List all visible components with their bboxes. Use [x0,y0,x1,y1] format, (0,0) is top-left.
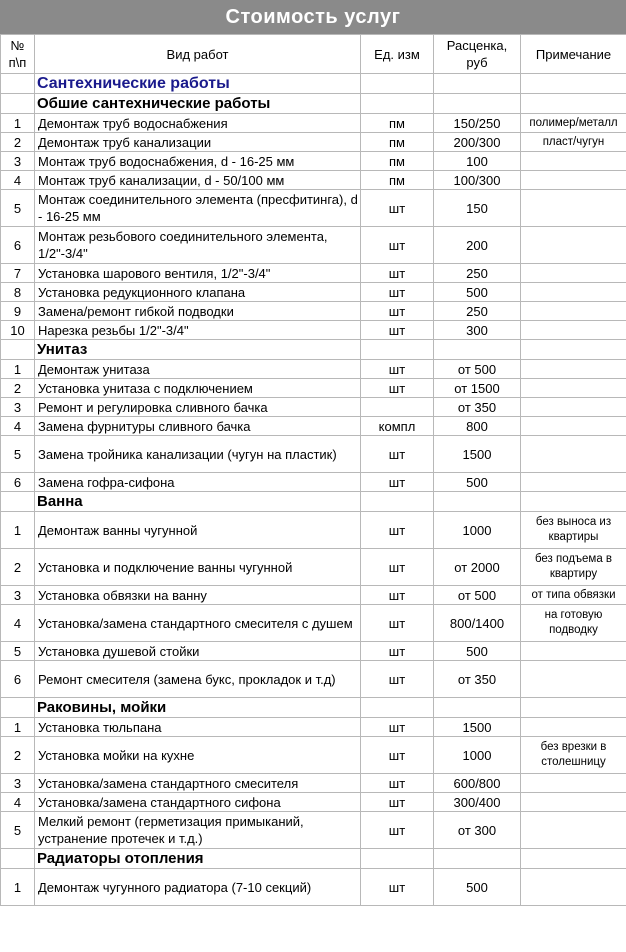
row-work: Установка/замена стандартного смесителя [35,774,361,793]
row-number: 4 [1,793,35,812]
row-number: 3 [1,586,35,605]
row-note [521,379,626,398]
table-row [1,586,626,605]
row-number: 4 [1,605,35,642]
row-price: 100/300 [434,171,521,190]
row-note: полимер/металл [521,114,626,133]
row-work: Ремонт смесителя (замена букс, прокладок и т.д) [35,661,361,698]
row-work: Установка шарового вентиля, 1/2"-3/4" [35,264,361,283]
section-title: Сантехнические работы [35,74,361,94]
row-unit: шт [361,549,434,586]
row-work: Монтаж труб канализации, d - 50/100 мм [35,171,361,190]
row-unit: шт [361,436,434,473]
row-unit: пм [361,133,434,152]
row-price: 200 [434,227,521,264]
row-note: без выноса из квартиры [521,512,626,549]
table-row [1,190,626,227]
row-price: 200/300 [434,133,521,152]
row-price: 250 [434,264,521,283]
row-number: 1 [1,114,35,133]
row-number: 1 [1,512,35,549]
row-unit [361,398,434,417]
table-row [1,379,626,398]
row-price: 100 [434,152,521,171]
row-number: 3 [1,774,35,793]
header-unit: Ед. изм [361,35,434,74]
row-note [521,417,626,436]
row-note: на готовую подводку [521,605,626,642]
row-price: 500 [434,473,521,492]
group-title: Раковины, мойки [35,698,361,718]
row-number: 4 [1,171,35,190]
row-work: Нарезка резьбы 1/2"-3/4" [35,321,361,340]
row-work: Монтаж труб водоснабжения, d - 16-25 мм [35,152,361,171]
row-unit: шт [361,512,434,549]
row-note: пласт/чугун [521,133,626,152]
row-work: Установка/замена стандартного смесителя с душем [35,605,361,642]
row-number: 1 [1,869,35,906]
row-number: 2 [1,549,35,586]
row-note: без подъема в квартиру [521,549,626,586]
row-price: 500 [434,283,521,302]
row-note: без врезки в столешницу [521,737,626,774]
page-title: Стоимость услуг [0,0,626,34]
table-row [1,605,626,642]
row-unit: пм [361,171,434,190]
row-number: 5 [1,642,35,661]
row-note: от типа обвязки [521,586,626,605]
table-row [1,171,626,190]
row-unit: шт [361,812,434,849]
row-number: 5 [1,436,35,473]
row-number: 6 [1,227,35,264]
group-title: Ванна [35,492,361,512]
row-price: от 350 [434,398,521,417]
row-work: Замена/ремонт гибкой подводки [35,302,361,321]
row-price: от 300 [434,812,521,849]
header-note: Примечание [521,35,626,74]
row-unit: шт [361,774,434,793]
header-price: Расценка, руб [434,35,521,74]
row-work: Установка мойки на кухне [35,737,361,774]
row-number: 10 [1,321,35,340]
group-row [1,698,626,718]
row-number: 3 [1,398,35,417]
table-row [1,152,626,171]
table-row [1,321,626,340]
row-price: 800 [434,417,521,436]
row-note [521,436,626,473]
row-work: Замена гофра-сифона [35,473,361,492]
row-work: Установка тюльпана [35,718,361,737]
row-price: от 2000 [434,549,521,586]
row-price: 600/800 [434,774,521,793]
row-price: 800/1400 [434,605,521,642]
row-note [521,718,626,737]
row-price: 150 [434,190,521,227]
row-unit: шт [361,302,434,321]
row-note [521,661,626,698]
row-unit: шт [361,264,434,283]
table-row [1,642,626,661]
table-row [1,436,626,473]
table-row [1,283,626,302]
table-row [1,302,626,321]
row-price: 1000 [434,512,521,549]
row-note [521,398,626,417]
table-row [1,512,626,549]
row-note [521,360,626,379]
row-number: 1 [1,360,35,379]
row-number: 5 [1,190,35,227]
row-number: 8 [1,283,35,302]
row-unit: шт [361,605,434,642]
row-number: 7 [1,264,35,283]
row-note [521,321,626,340]
table-row [1,133,626,152]
row-number: 5 [1,812,35,849]
table-row [1,869,626,906]
table-row [1,661,626,698]
row-work: Установка унитаза с подключением [35,379,361,398]
row-work: Установка душевой стойки [35,642,361,661]
row-price: 1000 [434,737,521,774]
row-work: Демонтаж чугунного радиатора (7-10 секций) [35,869,361,906]
row-work: Ремонт и регулировка сливного бачка [35,398,361,417]
group-row [1,94,626,114]
row-number: 2 [1,737,35,774]
row-work: Замена фурнитуры сливного бачка [35,417,361,436]
group-title: Унитаз [35,340,361,360]
row-work: Замена тройника канализации (чугун на пластик) [35,436,361,473]
row-number: 9 [1,302,35,321]
row-work: Демонтаж унитаза [35,360,361,379]
row-unit: шт [361,379,434,398]
group-row [1,492,626,512]
row-number: 6 [1,473,35,492]
header-work: Вид работ [35,35,361,74]
table-row [1,737,626,774]
row-note [521,869,626,906]
row-price: от 500 [434,360,521,379]
row-note [521,642,626,661]
table-row [1,114,626,133]
row-unit: шт [361,321,434,340]
row-unit: шт [361,869,434,906]
row-work: Монтаж соединительного элемента (пресфитинга), d - 16-25 мм [35,190,361,227]
row-note [521,227,626,264]
row-note [521,152,626,171]
row-unit: шт [361,793,434,812]
row-number: 4 [1,417,35,436]
row-work: Установка редукционного клапана [35,283,361,302]
row-note [521,302,626,321]
row-unit: шт [361,718,434,737]
row-price: 300/400 [434,793,521,812]
row-work: Установка и подключение ванны чугунной [35,549,361,586]
row-price: 300 [434,321,521,340]
row-price: 150/250 [434,114,521,133]
row-note [521,171,626,190]
row-unit: шт [361,227,434,264]
row-note [521,793,626,812]
table-row [1,718,626,737]
row-unit: шт [361,190,434,227]
row-note [521,473,626,492]
row-price: 1500 [434,718,521,737]
row-unit: шт [361,661,434,698]
row-unit: шт [361,737,434,774]
header-num: № п\п [1,35,35,74]
row-unit: пм [361,152,434,171]
row-price: 1500 [434,436,521,473]
table-row [1,473,626,492]
row-price: 500 [434,869,521,906]
table-row [1,264,626,283]
row-price: от 500 [434,586,521,605]
table-row [1,793,626,812]
price-table [0,34,626,906]
row-work: Демонтаж труб канализации [35,133,361,152]
row-work: Демонтаж труб водоснабжения [35,114,361,133]
group-row [1,340,626,360]
row-unit: компл [361,417,434,436]
group-row [1,849,626,869]
table-row [1,227,626,264]
row-number: 2 [1,133,35,152]
row-unit: шт [361,473,434,492]
table-row [1,812,626,849]
row-note [521,264,626,283]
row-note [521,774,626,793]
table-row [1,360,626,379]
group-title: Радиаторы отопления [35,849,361,869]
row-price: от 350 [434,661,521,698]
row-unit: шт [361,283,434,302]
table-header-row [1,35,626,74]
table-row [1,549,626,586]
row-unit: шт [361,360,434,379]
row-note [521,190,626,227]
table-row [1,398,626,417]
row-work: Установка/замена стандартного сифона [35,793,361,812]
row-unit: шт [361,586,434,605]
row-note [521,283,626,302]
table-row [1,774,626,793]
row-number: 1 [1,718,35,737]
row-number: 3 [1,152,35,171]
row-unit: шт [361,642,434,661]
row-note [521,812,626,849]
row-number: 2 [1,379,35,398]
row-unit: пм [361,114,434,133]
row-work: Демонтаж ванны чугунной [35,512,361,549]
row-price: от 1500 [434,379,521,398]
row-work: Мелкий ремонт (герметизация примыканий, устранение протечек и т.д.) [35,812,361,849]
section-row [1,74,626,94]
table-row [1,417,626,436]
row-number: 6 [1,661,35,698]
row-work: Установка обвязки на ванну [35,586,361,605]
row-price: 250 [434,302,521,321]
group-title: Обшие сантехнические работы [35,94,361,114]
row-work: Монтаж резьбового соединительного элемента, 1/2"-3/4" [35,227,361,264]
row-price: 500 [434,642,521,661]
